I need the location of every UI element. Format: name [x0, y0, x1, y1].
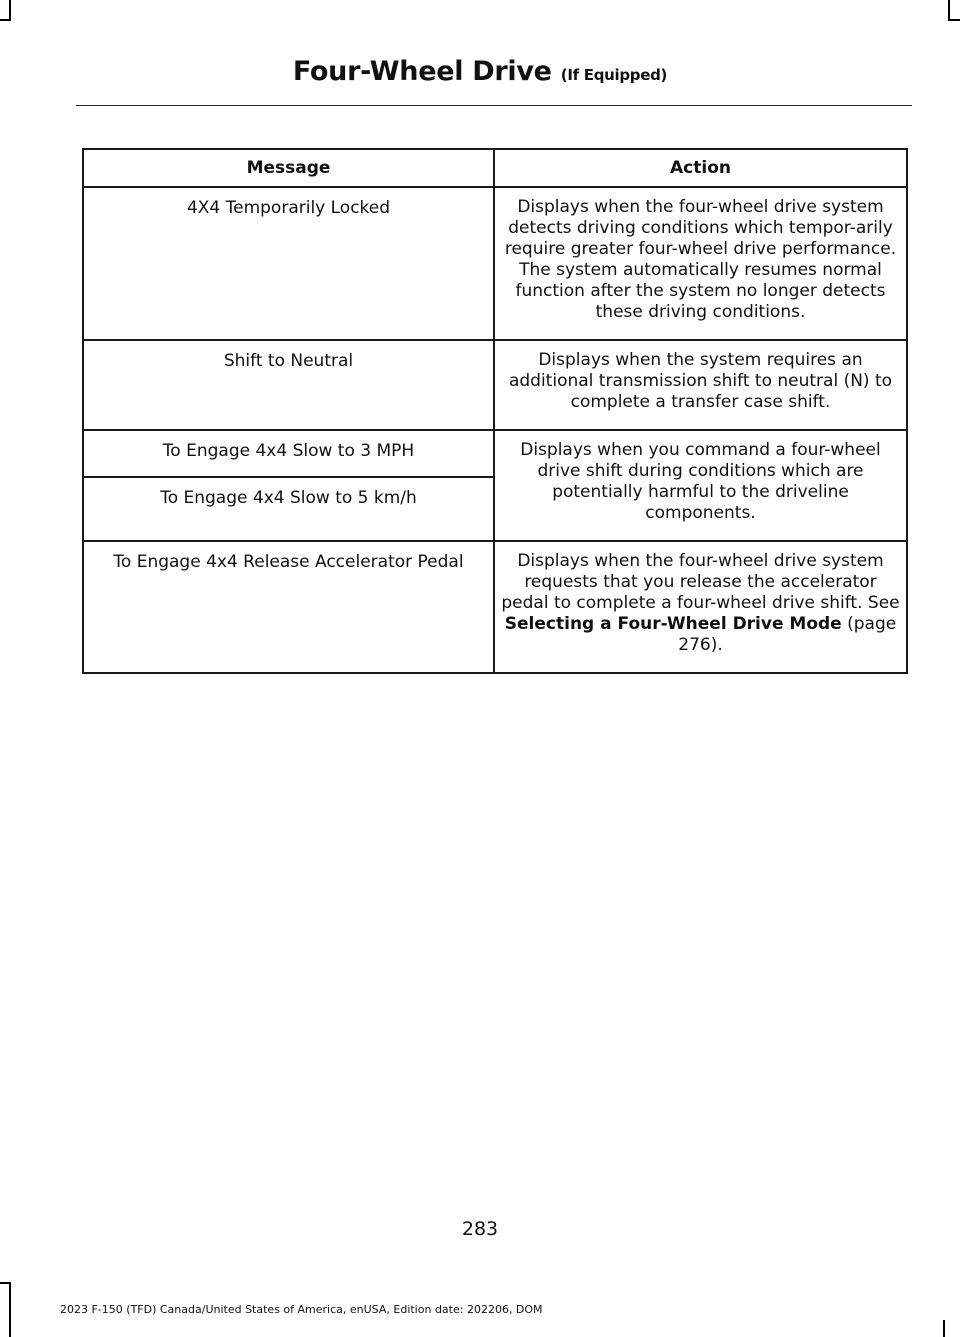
- edition-note: 2023 F-150 (TFD) Canada/United States of America, enUSA, Edition date: 202206, DOM: [60, 1303, 543, 1316]
- table-row: [83, 340, 907, 430]
- table-row: [83, 187, 907, 340]
- crop-mark-bottom-right: [943, 1320, 945, 1337]
- column-header-action: Action: [494, 149, 907, 187]
- page-title: [0, 56, 960, 87]
- message-action-table: [82, 148, 908, 674]
- page-title-main: Four-Wheel Drive: [292, 56, 552, 87]
- column-header-message: Message: [83, 149, 494, 187]
- crop-mark-top-right: [948, 0, 950, 20]
- page-reference: (page 276).: [678, 614, 897, 655]
- crop-mark-bottom-left-h: [0, 1282, 11, 1284]
- message-cell: Shift to Neutral: [83, 340, 494, 430]
- table-header-row: [83, 149, 907, 187]
- message-cell: To Engage 4x4 Slow to 3 MPH: [83, 430, 494, 477]
- crop-mark-top-left-h: [0, 19, 11, 21]
- message-cell: 4X4 Temporarily Locked: [83, 187, 494, 340]
- page-number: 283: [461, 1218, 499, 1240]
- action-cell: Displays when the system requires an additional transmission shift to neutral (N) to complete a transfer case shift.: [494, 340, 907, 430]
- cross-reference-link[interactable]: Selecting a Four-Wheel Drive Mode: [504, 614, 842, 634]
- action-cell: Displays when you command a four-wheel drive shift during conditions which are potentially harmful to the driveline components.: [494, 430, 907, 541]
- crop-mark-top-left: [9, 0, 11, 20]
- table-row: [83, 541, 907, 673]
- crop-mark-top-right-h: [948, 19, 960, 21]
- message-cell: To Engage 4x4 Release Accelerator Pedal: [83, 541, 494, 673]
- header-divider: [76, 105, 912, 106]
- action-text: Displays when the four-wheel drive system requests that you release the accelerator pedal to complete a four-wheel drive shift. See: [501, 551, 900, 613]
- page-title-qualifier: (If Equipped): [560, 66, 668, 84]
- table-row: [83, 430, 907, 477]
- crop-mark-bottom-left: [9, 1282, 11, 1337]
- message-cell: To Engage 4x4 Slow to 5 km/h: [83, 477, 494, 541]
- action-cell: [494, 541, 907, 673]
- action-cell: Displays when the four-wheel drive system detects driving conditions which tempor-arily require greater four-wheel drive performance. The system automatically resumes normal function after the system no longer detects these driving conditions.: [494, 187, 907, 340]
